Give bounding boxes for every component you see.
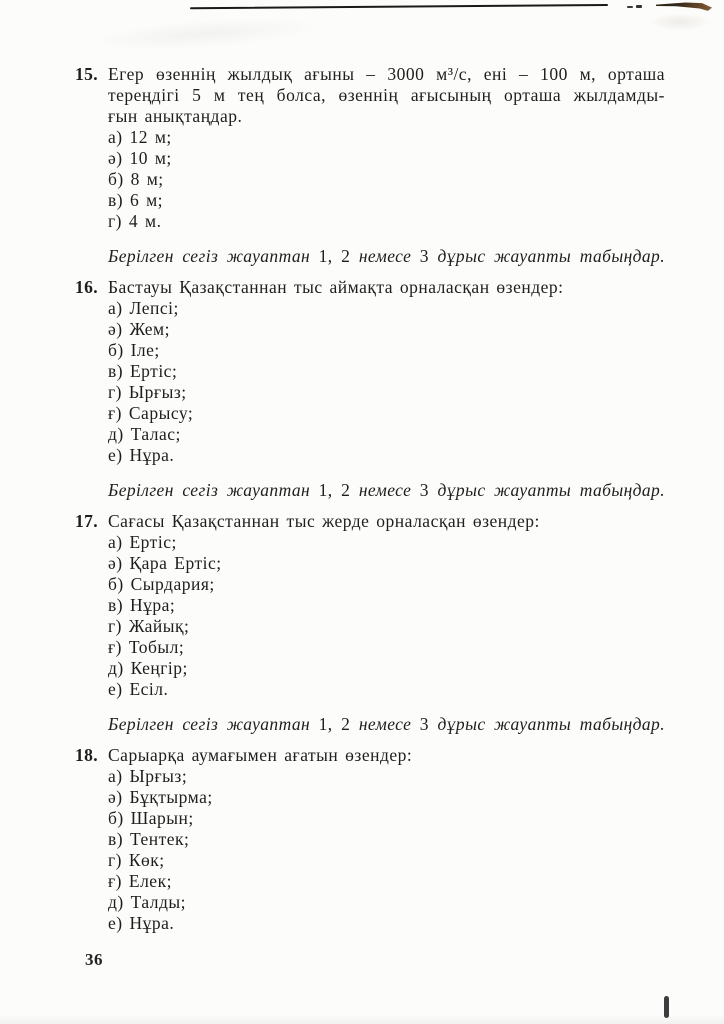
question-number: 18. bbox=[75, 745, 99, 765]
answer-option: ғ) Сарысу; bbox=[108, 403, 194, 423]
question-text bbox=[108, 277, 665, 298]
instruction-segment: 1, 2 bbox=[318, 480, 359, 500]
answer-option: г) Ырғыз; bbox=[108, 382, 187, 402]
scan-shadow bbox=[648, 13, 712, 31]
scan-smudge bbox=[89, 12, 320, 56]
answer-options bbox=[108, 127, 665, 232]
scan-dash-mark bbox=[627, 6, 633, 8]
instruction-line bbox=[108, 480, 665, 501]
answer-option: г) Көк; bbox=[108, 850, 165, 870]
answer-option: в) Ертіс; bbox=[108, 361, 178, 381]
answer-option: е) Нұра. bbox=[108, 445, 175, 465]
question-block bbox=[75, 64, 665, 267]
answer-option: б) Шарын; bbox=[108, 808, 194, 828]
answer-option: а) 12 м; bbox=[108, 127, 172, 147]
answer-option: д) Талас; bbox=[108, 424, 181, 444]
question-text-line: Сағасы Қазақстаннан тыс жерде орналасқан өзендер: bbox=[108, 511, 540, 531]
answer-option: е) Есіл. bbox=[108, 679, 169, 699]
answer-option: ғ) Тобыл; bbox=[108, 637, 185, 657]
question-block bbox=[75, 511, 665, 735]
answer-option: г) 4 м. bbox=[108, 211, 162, 231]
question-block bbox=[75, 745, 665, 934]
answer-option: ә) 10 м; bbox=[108, 148, 172, 168]
answer-option: а) Ертіс; bbox=[108, 532, 177, 552]
question-number: 16. bbox=[75, 277, 99, 297]
instruction-line bbox=[108, 714, 665, 735]
page-corner-curl-mark bbox=[656, 1, 715, 13]
scan-top-edge-line bbox=[190, 4, 608, 9]
answer-option: ә) Қара Ертіс; bbox=[108, 553, 222, 573]
answer-option: а) Ырғыз; bbox=[108, 766, 188, 786]
answer-option: ғ) Елек; bbox=[108, 871, 172, 891]
instruction-segment: немесе bbox=[358, 480, 420, 500]
answer-option: б) Іле; bbox=[108, 340, 160, 360]
question-text-line: тереңдігі 5 м тең болса, өзеннің ағысының орташа жылдамды- bbox=[108, 85, 665, 105]
instruction-line bbox=[108, 246, 665, 267]
question-block bbox=[75, 277, 665, 501]
instruction-segment: дұрыс жауапты табыңдар. bbox=[437, 246, 665, 266]
question-footer bbox=[108, 246, 665, 267]
answer-option: а) Лепсі; bbox=[108, 298, 179, 318]
question-number: 17. bbox=[75, 511, 99, 531]
answer-options bbox=[108, 532, 665, 700]
question-text bbox=[108, 745, 665, 766]
instruction-segment: Берілген сегіз жауаптан bbox=[108, 480, 319, 500]
instruction-segment: 1, 2 bbox=[318, 246, 359, 266]
instruction-segment: 3 bbox=[419, 480, 438, 500]
answer-option: в) 6 м; bbox=[108, 190, 164, 210]
instruction-segment: 1, 2 bbox=[318, 714, 359, 734]
instruction-segment: дұрыс жауапты табыңдар. bbox=[437, 714, 665, 734]
instruction-segment: дұрыс жауапты табыңдар. bbox=[437, 480, 665, 500]
answer-options bbox=[108, 298, 665, 466]
answer-option: ә) Бұқтырма; bbox=[108, 787, 213, 807]
scan-bottom-shade bbox=[0, 1014, 724, 1024]
questions-area bbox=[75, 64, 665, 934]
question-number: 15. bbox=[75, 64, 99, 84]
instruction-segment: немесе bbox=[358, 246, 420, 266]
answer-option: в) Тентек; bbox=[108, 829, 190, 849]
question-text bbox=[108, 511, 665, 532]
instruction-segment: Берілген сегіз жауаптан bbox=[108, 714, 319, 734]
answer-options bbox=[108, 766, 665, 934]
instruction-segment: немесе bbox=[358, 714, 420, 734]
instruction-segment: 3 bbox=[419, 714, 438, 734]
question-text-line: Бастауы Қазақстаннан тыс аймақта орналасқан өзендер: bbox=[108, 277, 564, 297]
answer-option: ә) Жем; bbox=[108, 319, 170, 339]
page-number: 36 bbox=[85, 950, 103, 969]
question-footer bbox=[108, 480, 665, 501]
question-footer bbox=[108, 714, 665, 735]
question-text-line: Сарыарқа аумағымен ағатын өзендер: bbox=[108, 745, 413, 765]
answer-option: б) 8 м; bbox=[108, 169, 164, 189]
question-text-line: ғын анықтаңдар. bbox=[108, 106, 243, 126]
instruction-segment: 3 bbox=[419, 246, 438, 266]
answer-option: г) Жайық; bbox=[108, 616, 190, 636]
answer-option: е) Нұра. bbox=[108, 913, 175, 933]
answer-option: б) Сырдария; bbox=[108, 574, 215, 594]
question-text-line: Егер өзеннің жылдық ағыны – 3000 м³/с, ені – 100 м, орташа bbox=[108, 64, 665, 84]
answer-option: в) Нұра; bbox=[108, 595, 176, 615]
answer-option: д) Талды; bbox=[108, 892, 187, 912]
answer-option: д) Кеңгір; bbox=[108, 658, 188, 678]
question-text bbox=[108, 64, 665, 127]
scan-dash-mark bbox=[636, 5, 642, 8]
instruction-segment: Берілген сегіз жауаптан bbox=[108, 246, 319, 266]
